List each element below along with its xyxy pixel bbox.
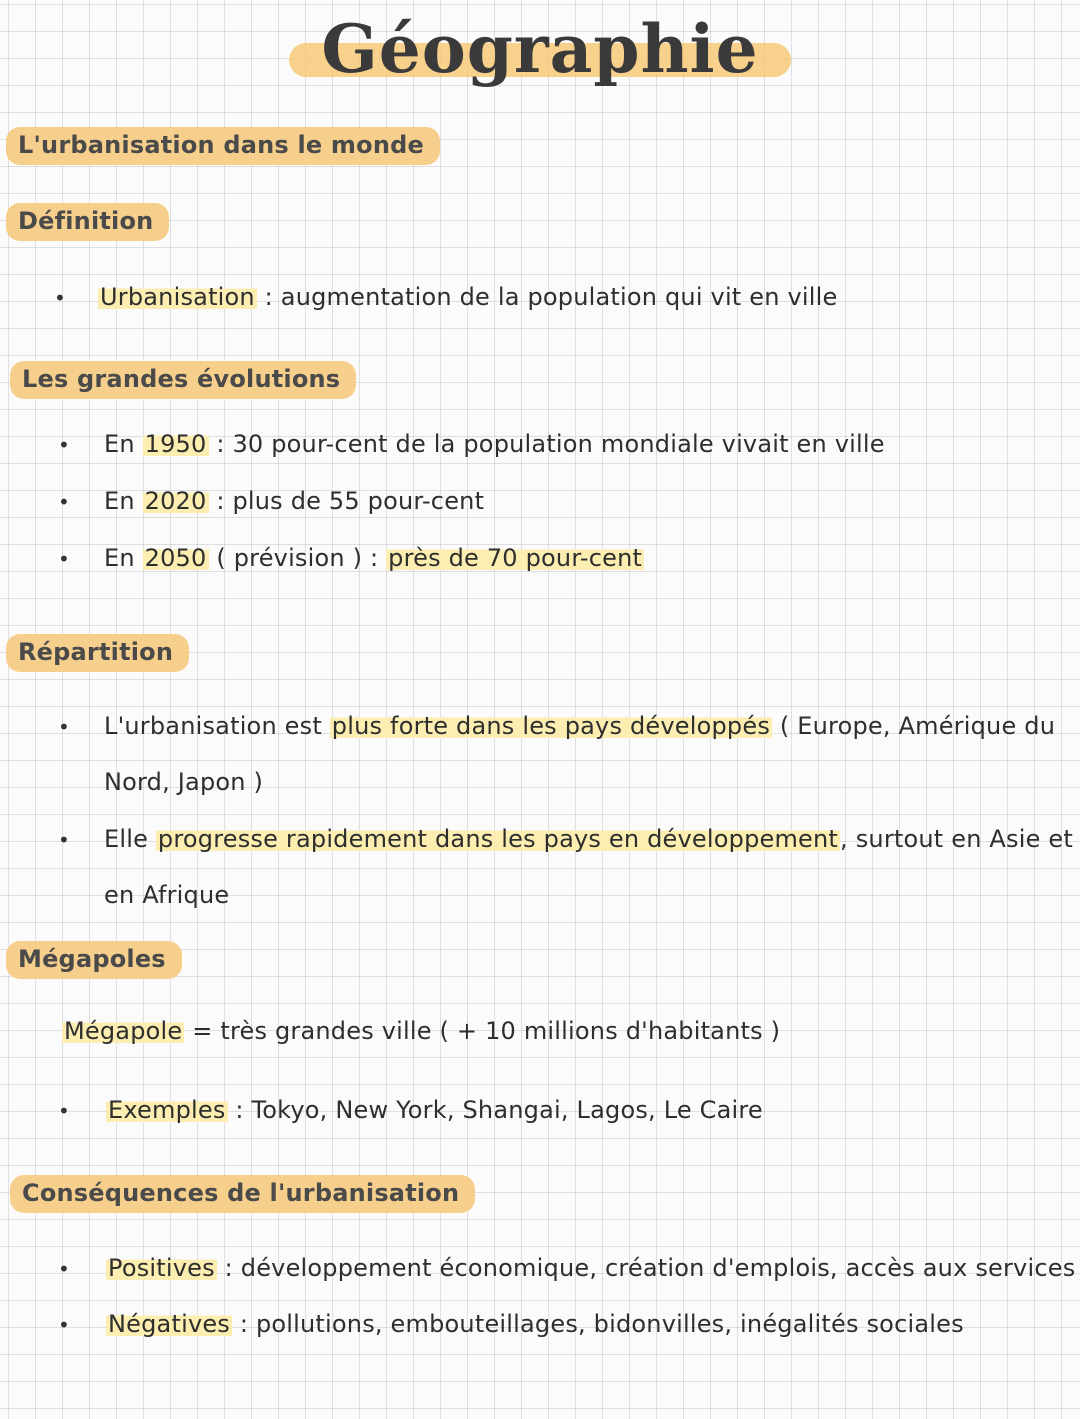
bullet: • [58,490,70,514]
forecast-highlight: près de 70 pour-cent [388,544,643,572]
title-container [0,10,1080,88]
repartition-item-1-cont: Nord, Japon ) [104,768,264,796]
bullet: • [54,286,66,310]
year-2050: 2050 [144,544,207,572]
repartition-highlight-1: plus forte dans les pays développés [331,712,771,740]
bullet: • [58,828,70,852]
heading-repartition: Répartition [6,634,189,672]
bullet: • [58,433,70,457]
definition-text: augmentation de la population qui vit en ville [280,283,838,311]
megapole-definition: Mégapole = très grandes ville ( + 10 millions d'habitants ) [64,1017,781,1045]
bullet: • [58,715,70,739]
megapole-term: Mégapole [64,1017,183,1045]
negative-label: Négatives [108,1310,231,1338]
heading-evolutions: Les grandes évolutions [10,361,356,399]
evolution-item-2050: En 2050 ( prévision ) : près de 70 pour-cent [104,544,643,572]
bullet: • [58,1099,70,1123]
bullet: • [58,1257,70,1281]
definition-line: Urbanisation : augmentation de la population qui vit en ville [100,283,838,311]
bullet: • [58,547,70,571]
section-heading-urbanisation: L'urbanisation dans le monde [6,127,440,165]
page-title: Géographie [289,10,790,88]
definition-term: Urbanisation [100,283,255,311]
heading-megapoles: Mégapoles [6,941,182,979]
year-1950: 1950 [144,430,207,458]
year-2020: 2020 [144,487,207,515]
heading-definition: Définition [6,203,169,241]
consequence-positive: Positives : développement économique, création d'emplois, accès aux services [108,1254,1076,1282]
heading-consequences: Conséquences de l'urbanisation [10,1175,475,1213]
examples-label: Exemples [108,1096,226,1124]
repartition-item-2: Elle progresse rapidement dans les pays en développement, surtout en Asie et [104,825,1073,853]
consequence-negative: Négatives : pollutions, embouteillages, bidonvilles, inégalités sociales [108,1310,964,1338]
bullet: • [58,1313,70,1337]
repartition-highlight-2: progresse rapidement dans les pays en développement [157,825,839,853]
repartition-item-1: L'urbanisation est plus forte dans les pays développés ( Europe, Amérique du [104,712,1056,740]
evolution-item-2020: En 2020 : plus de 55 pour-cent [104,487,485,515]
megapole-examples: Exemples : Tokyo, New York, Shangai, Lagos, Le Caire [108,1096,763,1124]
repartition-item-2-cont: en Afrique [104,881,230,909]
evolution-item-1950: En 1950 : 30 pour-cent de la population mondiale vivait en ville [104,430,885,458]
positive-label: Positives [108,1254,215,1282]
